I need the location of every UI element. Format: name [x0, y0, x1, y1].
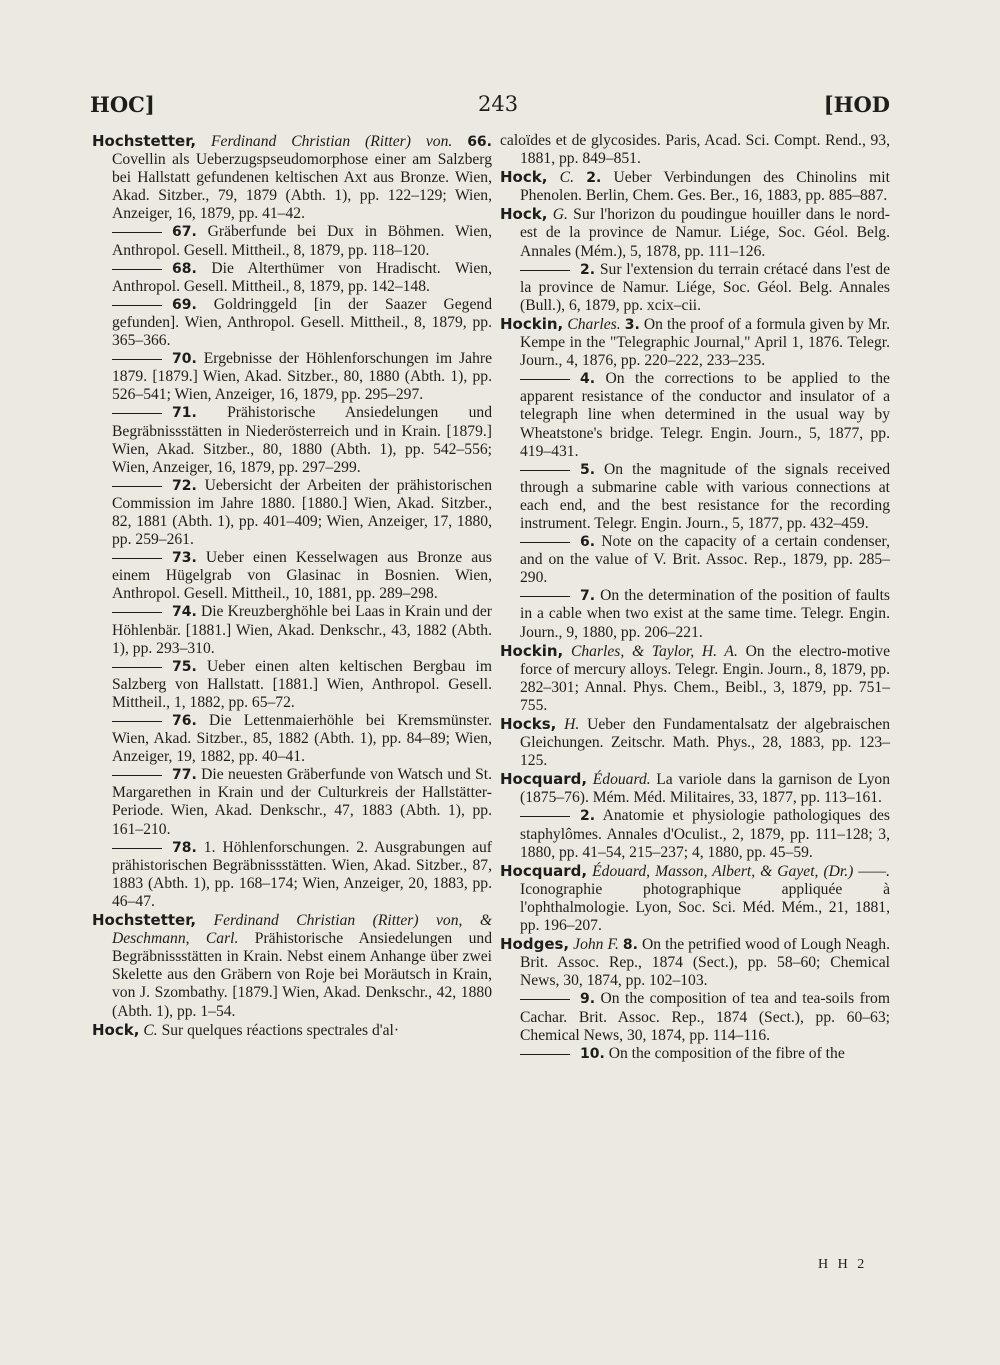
entry-number: 76. [172, 713, 197, 729]
author-name: Hocks, [500, 715, 557, 733]
author-name: Hock, [92, 1020, 140, 1039]
ditto-rule [112, 848, 162, 849]
page-number: 243 [478, 92, 519, 116]
bibliography-entry [92, 1021, 492, 1040]
entry-text: Die Lettenmaierhöhle bei Kremsmünster. Wien, Akad. Sitzber., 85, 1882 (Abth. 1), pp. 84–89; Wien, Anzeiger, 19, 1882, pp. 40–41. [112, 712, 492, 766]
bibliography-entry [92, 132, 492, 223]
ditto-rule [520, 596, 570, 597]
ditto-rule [112, 413, 162, 414]
entry-number: 2. [580, 808, 596, 825]
bibliography-entry [92, 404, 492, 476]
entry-text: On the magnitude of the signals received through a submarine cable with various connections at each end, and the best resistance for the recording instrument. Telegr. Engin. Journ., 5, 1877, pp. 432–459. [520, 460, 890, 532]
ditto-rule [112, 558, 162, 559]
ditto-rule [520, 379, 570, 380]
entry-text: On the determination of the position of faults in a cable when two exist at the same time. Telegr. Engin. Journ., 9, 1880, pp. 206–221. [520, 587, 890, 641]
bibliography-entry [500, 168, 890, 205]
bibliography-entry [500, 1045, 890, 1063]
author-name: Hodges, [500, 935, 570, 954]
left-column [92, 132, 492, 1040]
bibliography-entry [500, 533, 890, 587]
entry-text: On the proof of a formula given by Mr. Kempe in the "Telegraphic Journal," April 1, 1876. Telegr. Journ., 4, 1876, pp. 220–222, 233–235. [520, 315, 891, 370]
ditto-rule [112, 359, 162, 360]
entry-number: 2. [580, 261, 596, 278]
entry-text: caloïdes et de glycosides. Paris, Acad. Sci. Compt. Rend., 93, 1881, pp. 849–851. [500, 132, 890, 168]
bibliography-entry [92, 260, 492, 296]
bibliography-entry [500, 990, 890, 1044]
entry-text: On the corrections to be applied to the apparent resistance of the conductor and insulator of a telegraph line when determined in the usual way by Wheatstone's bridge. Telegr. Engin. Journ., 5, 1877, pp. 419–431. [520, 370, 890, 460]
entry-text: Sur l'horizon du poudingue houiller dans le nord-est de la province de Namur. Liége, Soc. Géol. Belg. Annales (Mém.), 5, 1878, pp. 111–126. [520, 206, 890, 260]
entry-number: 3. [624, 316, 640, 333]
entry-text: Ueber den Fundamentalsatz der algebraischen Gleichungen. Zeitschr. Math. Phys., 28, 1883, pp. 123–125. [520, 716, 890, 770]
entry-number: 9. [580, 991, 596, 1008]
author-name: Hock, [500, 168, 548, 187]
entry-text: Die Alterthümer von Hradischt. Wien, Anthropol. Gesell. Mittheil., 8, 1879, pp. 142–148. [112, 259, 492, 295]
entry-number: 73. [172, 550, 197, 567]
header-left: HOC] [90, 92, 155, 117]
entry-number: 5. [580, 461, 596, 478]
bibliography-entry [500, 461, 890, 533]
ditto-rule [112, 269, 162, 270]
author-name: Hocquard, [500, 770, 588, 789]
entry-text: Die neuesten Gräberfunde von Watsch und St. Margarethen in Krain und der Culturkreis der Hallstätter-Periode. Wien, Akad. Denkschr., 47, 1883 (Abth. 1), pp. 161–210. [112, 766, 492, 838]
entry-text: On the composition of tea and tea-soils from Cachar. Brit. Assoc. Rep., 1874 (Sect.), pp. 60–63; Chemical News, 30, 1874, pp. 114–116. [520, 990, 890, 1044]
author-forename: C. [143, 1021, 158, 1039]
bibliography-entry [500, 261, 890, 315]
author-name: Hochstetter, [92, 132, 197, 150]
entry-number: 66. [467, 134, 492, 150]
bibliography-entry [92, 658, 492, 712]
entry-text: Ueber Verbindungen des Chinolins mit Phenolen. Berlin, Chem. Ges. Ber., 16, 1883, pp. 885–887. [520, 169, 890, 205]
entry-number: 4. [580, 371, 596, 388]
bibliography-entry [500, 370, 890, 460]
author-name: Hochstetter, [92, 911, 197, 930]
ditto-rule [520, 816, 570, 817]
bibliography-entry [92, 477, 492, 549]
entry-text: Prähistorische Ansiedelungen und Begräbnissstätten in Niederösterreich und in Krain. [1879.] Wien, Akad. Sitzber., 80, 1880 (Abth. 1), pp. 542–556; Wien, Anzeiger, 16, 1879, pp. 297–299. [112, 404, 492, 476]
author-forename: H. [564, 716, 580, 733]
author-forename: Ferdinand Christian (Ritter) von. [211, 133, 453, 150]
bibliography-entry [92, 839, 492, 911]
bibliography-entry [92, 911, 492, 1021]
entry-text: Ueber einen alten keltischen Bergbau im Salzberg von Hallstatt. [1881.] Wien, Anthropol. Gesell. Mittheil., 1, 1882, pp. 65–72. [112, 657, 492, 711]
entry-text: Note on the capacity of a certain condenser, and on the value of V. Brit. Assoc. Rep., 1879, pp. 285–290. [520, 533, 890, 587]
entry-text: 1. Höhlenforschungen. 2. Ausgrabungen auf prähistorischen Begräbnissstätten. Wien, Akad. Sitzber., 87, 1883 (Abth. 1), pp. 168–174; Wien, Anzeiger, 20, 1883, pp. 46–47. [112, 838, 492, 910]
author-name: Hockin, [500, 314, 564, 333]
entry-text: Goldringgeld [in der Saazer Gegend gefunden]. Wien, Anthropol. Gesell. Mittheil., 8, 1879, pp. 365–366. [112, 295, 492, 350]
ditto-rule [112, 612, 162, 613]
entry-number: 68. [172, 260, 197, 277]
author-forename: Édouard. [592, 771, 651, 789]
bibliography-entry [92, 766, 492, 838]
author-forename: G. [552, 206, 568, 224]
entry-number: 72. [172, 477, 197, 494]
ditto-rule [520, 270, 570, 271]
entry-number: 10. [580, 1045, 605, 1062]
header-right: [HOD [823, 92, 890, 117]
entry-number: 77. [172, 767, 197, 784]
author-name: Hockin, [500, 641, 564, 660]
ditto-rule [112, 721, 162, 722]
bibliography-entry [500, 315, 890, 370]
entry-number: 78. [172, 839, 197, 856]
entry-number: 74. [172, 604, 197, 621]
entry-text: Sur quelques réactions spectrales d'al· [161, 1021, 400, 1039]
bibliography-entry [92, 603, 492, 657]
signature-mark: H H 2 [818, 1257, 868, 1272]
author-forename: Édouard, Masson, Albert, & Gayet, (Dr.) ——. [592, 862, 890, 880]
author-forename: John F. [573, 936, 619, 954]
entry-text: Die Kreuzberghöhle bei Laas in Krain und der Höhlenbär. [1881.] Wien, Akad. Denkschr., 43, 1882 (Abth. 1), pp. 293–310. [112, 603, 492, 657]
entry-text: On the composition of the fibre of the [608, 1044, 845, 1062]
bibliography-entry [92, 296, 492, 350]
bibliography-entry [500, 132, 890, 168]
bibliography-entry [500, 935, 890, 990]
right-column [500, 132, 890, 1063]
entry-text: Prähistorische Ansiedelungen und Begräbnissstätten in Krain. Nebst einem Anhange über zwei Skelette aus den Gräbern von Roje bei Moräutsch in Krain, von J. Szombathy. [1879.] Wien, Akad. Denkschr., 42, 1880 (Abth. 1), pp. 1–54. [112, 930, 492, 1020]
ditto-rule [112, 775, 162, 776]
ditto-rule [112, 667, 162, 668]
ditto-rule [112, 305, 162, 306]
entry-text: Gräberfunde bei Dux in Böhmen. Wien, Anthropol. Gesell. Mittheil., 8, 1879, pp. 118–120. [112, 223, 492, 259]
author-forename: Charles, & Taylor, H. A. [570, 642, 738, 660]
ditto-rule [112, 232, 162, 233]
entry-number: 71. [172, 405, 197, 422]
ditto-rule [112, 486, 162, 487]
bibliography-entry [500, 807, 890, 861]
entry-text: Ergebnisse der Höhlenforschungen im Jahre 1879. [1879.] Wien, Akad. Sitzber., 80, 1880 (Abth. 1), pp. 526–541; Wien, Anzeiger, 16, 1879, pp. 295–297. [112, 350, 492, 404]
entry-number: 70. [172, 351, 197, 368]
bibliography-entry [500, 770, 890, 807]
entry-number: 69. [172, 296, 197, 313]
bibliography-entry [92, 712, 492, 766]
author-name: Hocquard, [500, 861, 588, 880]
bibliography-entry [500, 205, 890, 260]
entry-text: Sur l'extension du terrain crétacé dans l'est de la province de Namur. Liége, Soc. Géol. Belg. Annales (Bull.), 6, 1879, pp. xcix–cii. [520, 260, 890, 314]
bibliography-entry [500, 642, 890, 715]
bibliography-entry [92, 223, 492, 259]
entry-text: Uebersicht der Arbeiten der prähistorischen Commission im Jahre 1880. [1880.] Wien, Akad. Sitzber., 82, 1881 (Abth. 1), pp. 401–409; Wien, Anzeiger, 17, 1880, pp. 259–261. [112, 476, 492, 549]
bibliography-entry [500, 715, 890, 770]
ditto-rule [520, 999, 570, 1000]
entry-text: On the petrified wood of Lough Neagh. Brit. Assoc. Rep., 1874 (Sect.), pp. 58–60; Chemical News, 30, 1874, pp. 102–103. [520, 936, 890, 990]
ditto-rule [520, 470, 570, 471]
author-forename: Ferdinand Christian (Ritter) von, & Deschmann, Carl. [112, 912, 492, 948]
entry-text: Anatomie et physiologie pathologiques des staphylômes. Annales d'Oculist., 2, 1879, pp. 111–128; 3, 1880, pp. 41–54, 215–237; 4, 1880, pp. 45–59. [520, 807, 890, 861]
bibliography-entry [500, 587, 890, 641]
entry-text: Iconographie photographique appliquée à l'ophthalmologie. Lyon, Soc. Sci. Méd. Mém., 21, 1881, pp. 196–207. [520, 880, 890, 935]
ditto-rule [520, 1054, 570, 1055]
entry-text: Ueber einen Kesselwagen aus Bronze aus einem Hügelgrab von Glasinac in Bosnien. Wien, Anthropol. Gesell. Mittheil., 10, 1881, pp. 289–298. [112, 549, 492, 603]
entry-number: 6. [580, 534, 596, 551]
author-name: Hock, [500, 205, 548, 224]
entry-number: 7. [580, 588, 596, 605]
entry-text: Covellin als Ueberzugspseudomorphose einer am Salzberg bei Hallstatt gefundenen keltischen Axt aus Bronze. Wien, Akad. Sitzber., 79, 1879 (Abth. 1), pp. 122–129; Wien, Anzeiger, 16, 1879, pp. 41–42. [112, 151, 492, 223]
bibliography-entry [92, 549, 492, 603]
bibliography-entry [500, 862, 890, 935]
page-header [90, 92, 890, 122]
bibliography-entry [92, 350, 492, 404]
entry-number: 2. [586, 170, 602, 187]
ditto-rule [520, 542, 570, 543]
entry-number: 75. [172, 658, 197, 675]
entry-text: On the electro-motive force of mercury alloys. Telegr. Engin. Journ., 8, 1879, pp. 282–301; Annal. Phys. Chem., Beibl., 3, 1879, pp. 751–755. [520, 642, 891, 714]
entry-text: La variole dans la garnison de Lyon (1875–76). Mém. Méd. Militaires, 33, 1877, pp. 113–161. [520, 771, 891, 807]
entry-number: 67. [172, 224, 197, 241]
entry-number: 8. [622, 937, 638, 954]
author-forename: Charles. [567, 315, 621, 333]
author-forename: C. [559, 169, 574, 187]
